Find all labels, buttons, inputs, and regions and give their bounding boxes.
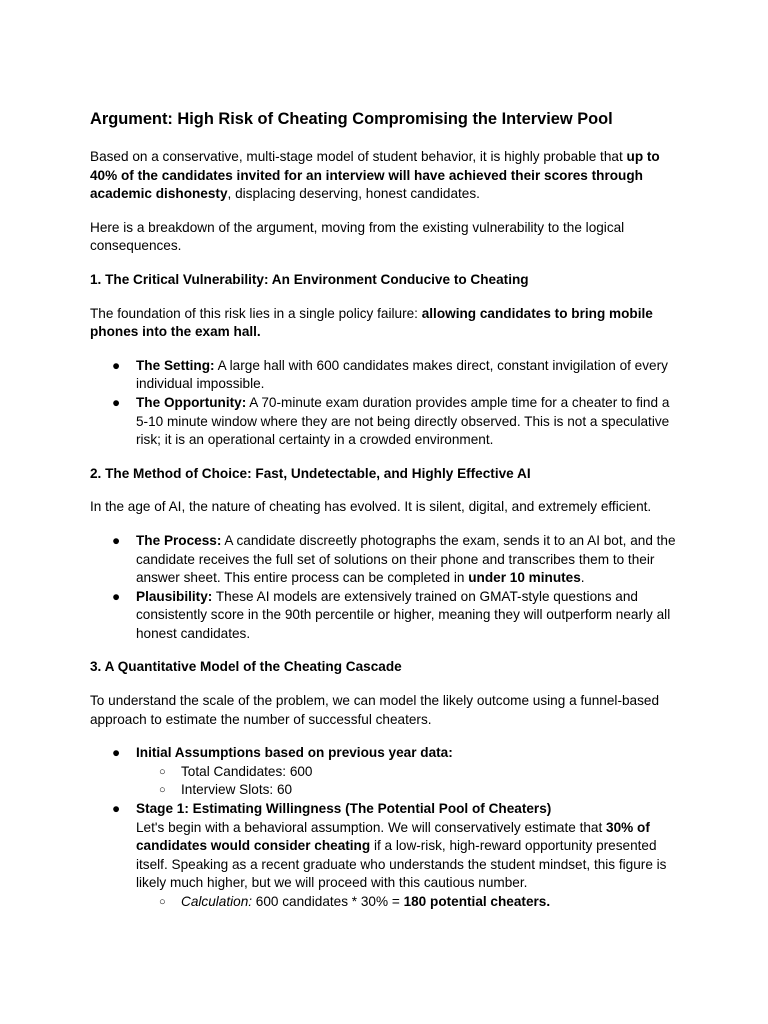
list-item	[136, 763, 682, 782]
stage1-text-end: if a low-risk, high-reward opportunity presented itself. Speaking as a recent graduate who understands the student mindset, this figure is likely much higher, but we will proceed with this cautious number.	[136, 838, 667, 891]
stage1-sub-list	[136, 893, 682, 912]
bullet-icon: ●	[112, 588, 121, 604]
section3-heading: 3. A Quantitative Model of the Cheating Cascade	[90, 659, 402, 675]
bullet-text: A large hall with 600 candidates makes direct, constant invigilation of every individual impossible.	[136, 357, 668, 392]
bullet-label: The Opportunity:	[136, 394, 247, 410]
bullet-bold: under 10 minutes	[468, 570, 581, 586]
section1-bullet-list	[90, 357, 682, 450]
stage1-text: Let's begin with a behavioral assumption. We will conservatively estimate that	[136, 819, 607, 835]
calculation-result: 180 potential cheaters.	[403, 894, 551, 909]
bullet-icon: ●	[112, 745, 121, 761]
list-item	[90, 357, 682, 394]
bullet-text-end: .	[580, 570, 585, 586]
bullet-icon: ●	[112, 357, 121, 373]
bullet-icon: ●	[112, 394, 121, 410]
intro-paragraph	[90, 148, 682, 204]
bullet-text: These AI models are extensively trained on GMAT-style questions and consistently score in the 90th percentile or higher, meaning they will outperform nearly all honest candidates.	[136, 588, 671, 641]
section1-paragraph	[90, 305, 682, 342]
section2-paragraph: In the age of AI, the nature of cheating has evolved. It is silent, digital, and extremely efficient.	[90, 499, 652, 515]
section3-paragraph: To understand the scale of the problem, we can model the likely outcome using a funnel-based approach to estimate the number of successful cheaters.	[90, 693, 660, 727]
list-item	[90, 588, 682, 644]
assumption-text: Interview Slots: 60	[181, 782, 293, 798]
list-item	[90, 744, 682, 800]
sub-bullet-icon: ○	[159, 896, 166, 908]
list-item	[136, 781, 682, 800]
calculation-label: Calculation:	[181, 894, 253, 909]
intro-bold-claim: up to 40% of the candidates invited for an interview will have achieved their scores through academic dishonesty	[90, 149, 660, 202]
section1-bold: allowing candidates to bring mobile phones into the exam hall.	[90, 305, 653, 340]
list-item	[136, 893, 682, 912]
assumptions-sub-list	[136, 763, 682, 800]
assumptions-label: Initial Assumptions based on previous year data:	[136, 745, 453, 761]
list-item	[90, 800, 682, 912]
sub-bullet-icon: ○	[159, 784, 166, 797]
list-item	[90, 394, 682, 450]
assumption-text: Total Candidates: 600	[181, 763, 313, 779]
bullet-text: A 70-minute exam duration provides ample time for a cheater to find a 5-10 minute window where they are not being directly observed. This is not a speculative risk; it is an operational certainty in a crowded environment.	[136, 394, 670, 448]
section2-heading: 2. The Method of Choice: Fast, Undetectable, and Highly Effective AI	[90, 465, 531, 481]
section2-bullet-list	[90, 532, 682, 644]
section3-bullet-list	[90, 744, 682, 911]
bullet-label: The Setting:	[136, 357, 215, 373]
bullet-icon: ●	[112, 801, 121, 817]
bullet-label: Plausibility:	[136, 588, 213, 604]
breakdown-paragraph: Here is a breakdown of the argument, moving from the existing vulnerability to the logical consequences.	[90, 219, 625, 254]
stage1-bold: 30% of candidates would consider cheating	[136, 819, 650, 854]
bullet-text: A candidate discreetly photographs the exam, sends it to an AI bot, and the candidate receives the full set of solutions on their phone and transcribes them to their answer sheet. This entire process can be completed in	[136, 532, 676, 586]
section1-heading: 1. The Critical Vulnerability: An Environment Conducive to Cheating	[90, 271, 529, 287]
list-item	[90, 532, 682, 588]
section1-text: The foundation of this risk lies in a single policy failure:	[90, 305, 422, 321]
document-title: Argument: High Risk of Cheating Compromising the Interview Pool	[90, 110, 613, 128]
bullet-label: The Process:	[136, 532, 222, 548]
bullet-icon: ●	[112, 532, 121, 548]
sub-bullet-icon: ○	[159, 765, 166, 778]
calculation-text: 600 candidates * 30% =	[252, 894, 404, 909]
intro-text: Based on a conservative, multi-stage model of student behavior, it is highly probable that	[90, 149, 627, 164]
intro-text-end: , displacing deserving, honest candidates.	[227, 186, 480, 202]
stage1-label: Stage 1: Estimating Willingness (The Potential Pool of Cheaters)	[136, 801, 552, 817]
